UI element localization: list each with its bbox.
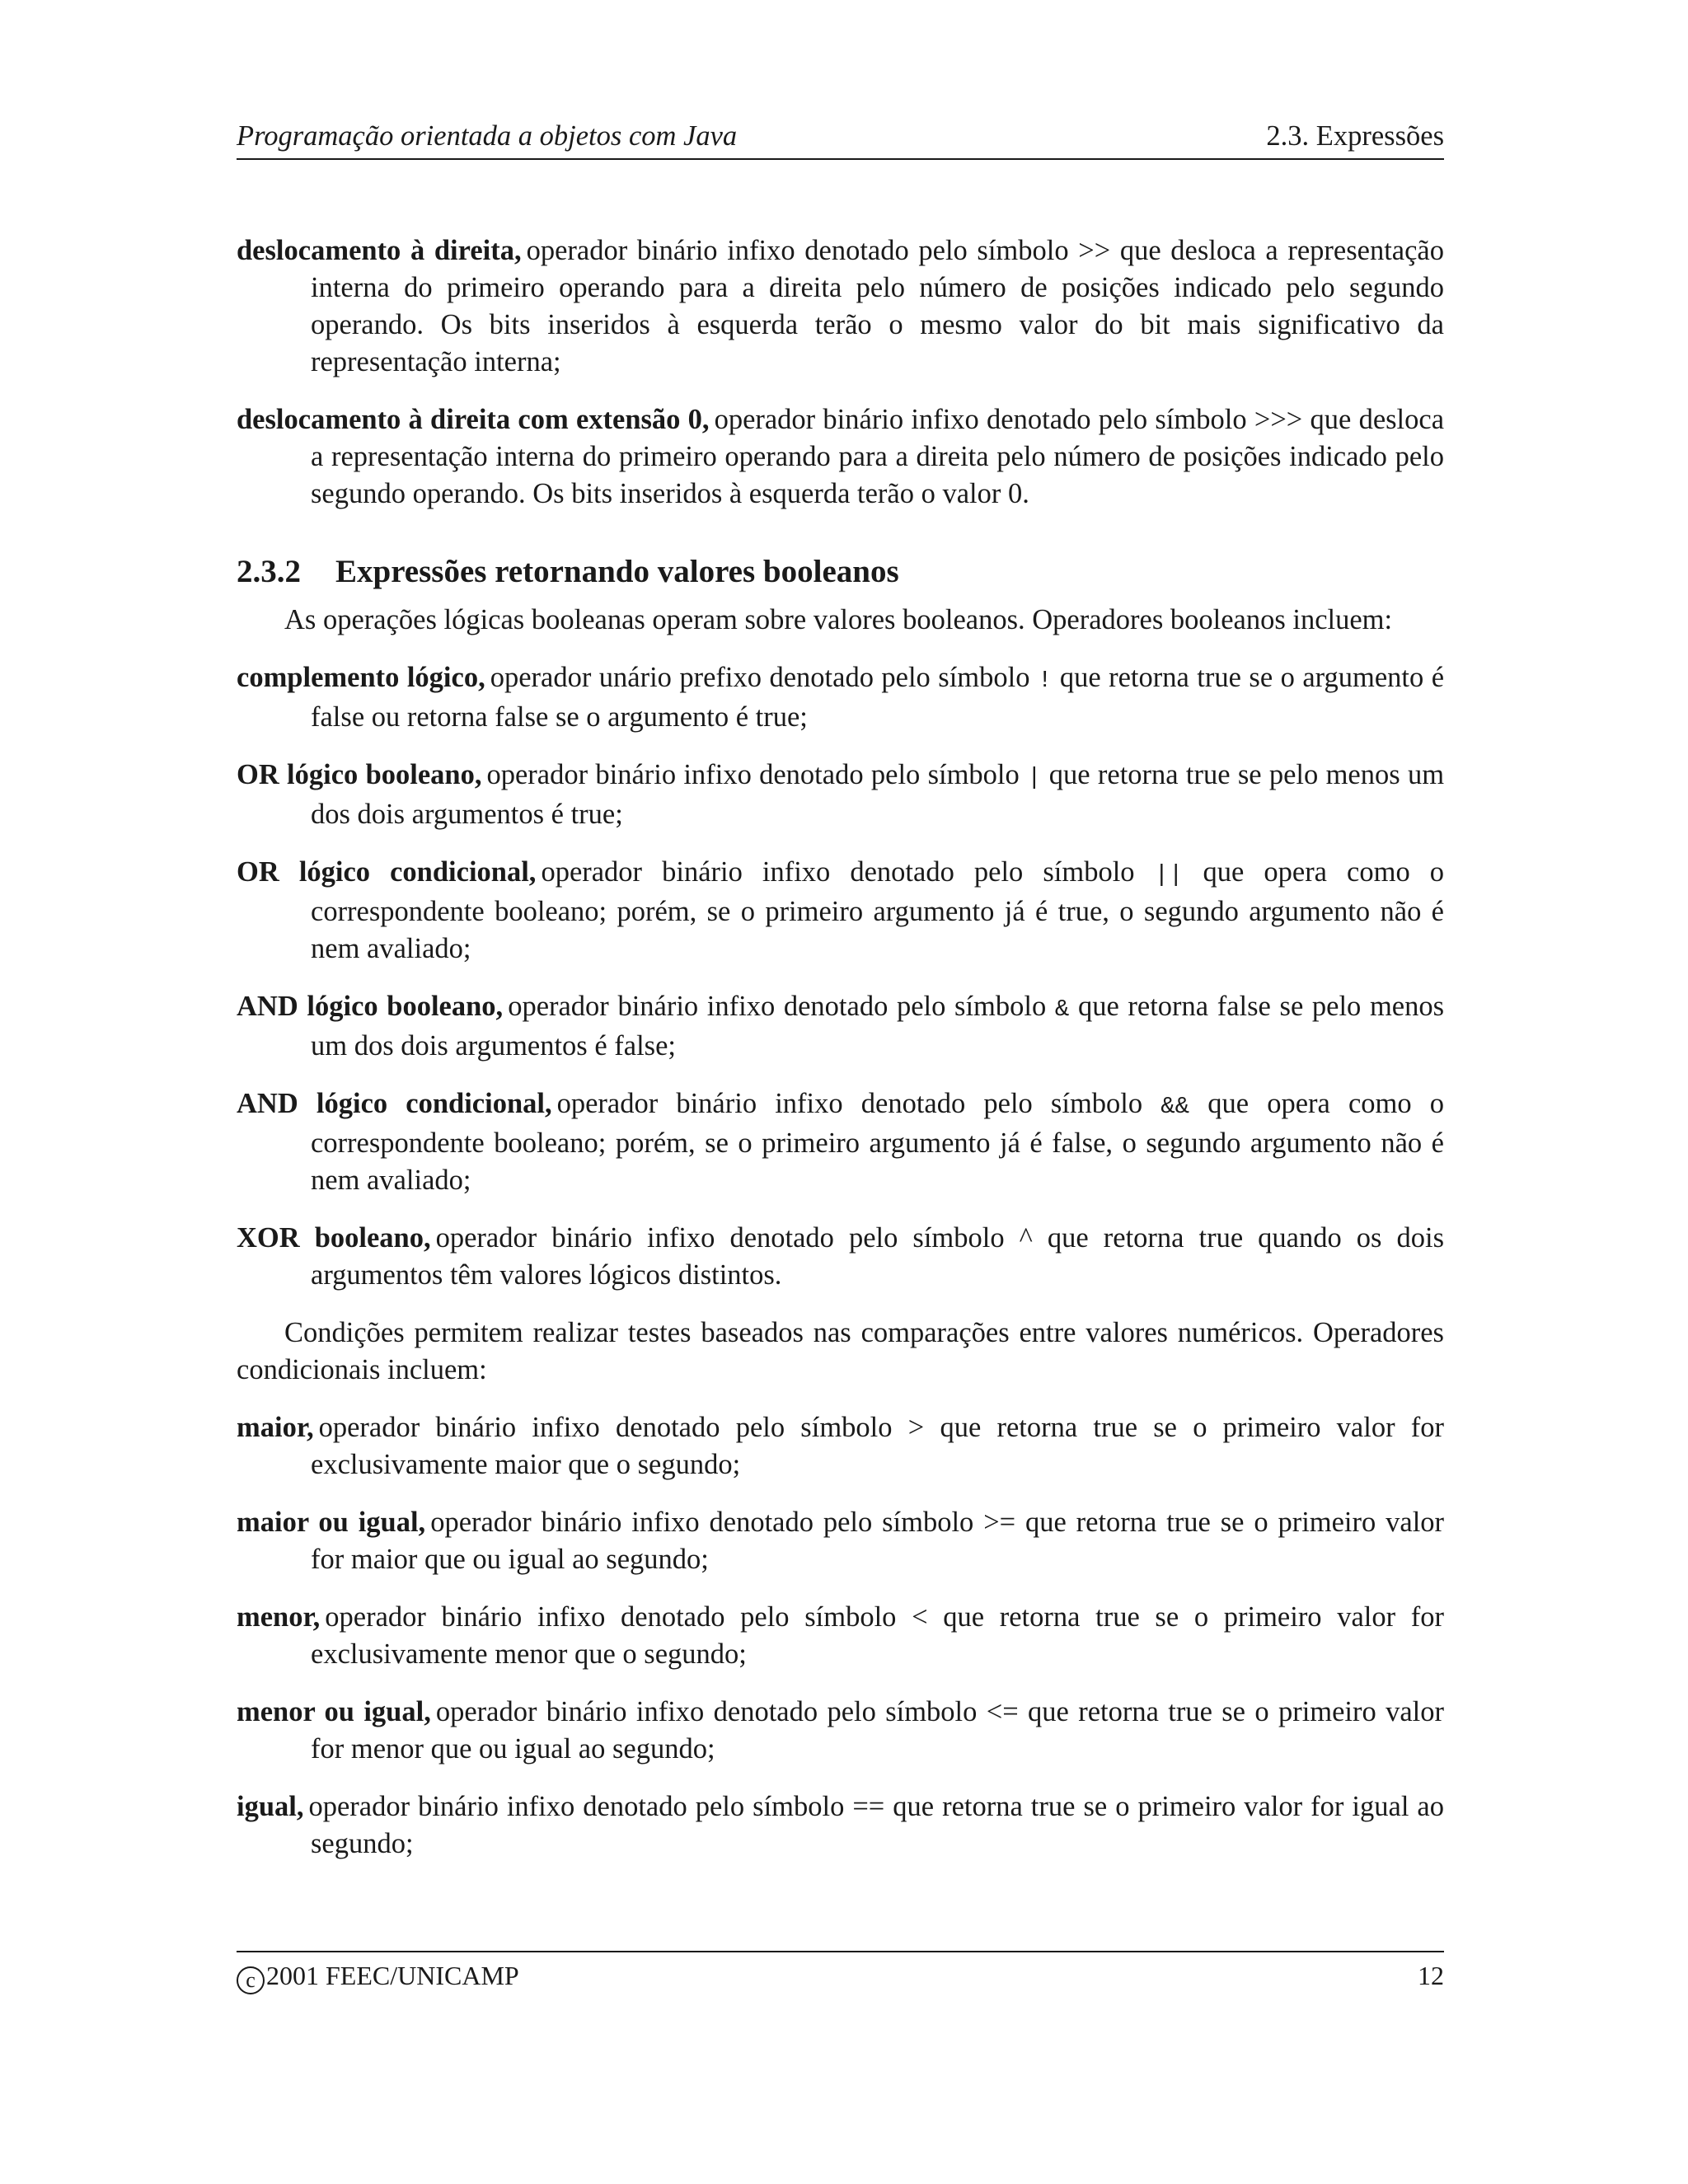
definition-text: operador binário infixo denotado pelo símbolo — [526, 235, 1069, 266]
definition-term: XOR booleano, — [237, 1222, 431, 1254]
definition-text: operador binário infixo denotado pelo símbolo — [508, 991, 1047, 1022]
definition-text: operador unário prefixo denotado pelo símbolo — [490, 662, 1030, 693]
definition-term: menor ou igual, — [237, 1696, 431, 1727]
operator-symbol: > — [907, 1412, 925, 1443]
operator-symbol: || — [1154, 861, 1184, 888]
definition-text: que retorna true quando os dois argumentos têm valores lógicos distintos. — [311, 1222, 1445, 1291]
definition-text: operador binário infixo denotado pelo símbolo — [556, 1088, 1143, 1119]
definition-entry — [237, 232, 1444, 381]
definition-text: operador binário infixo denotado pelo símbolo — [430, 1507, 974, 1538]
definition-term: AND lógico booleano, — [237, 991, 504, 1022]
definition-text: operador binário infixo denotado pelo símbolo — [435, 1222, 1005, 1254]
definition-text: que retorna true se o argumento é false ou retorna false se o argumento é true; — [311, 662, 1445, 733]
definition-text: operador binário infixo denotado pelo símbolo — [308, 1791, 845, 1822]
footer-copyright-text: 2001 FEEC/UNICAMP — [266, 1961, 519, 1990]
definition-entry — [237, 854, 1444, 968]
paragraph-boolean-intro: As operações lógicas booleanas operam sobre valores booleanos. Operadores booleanos incluem: — [284, 604, 1393, 635]
definition-text: operador binário infixo denotado pelo símbolo — [541, 856, 1135, 888]
entry-list-shift — [237, 232, 1444, 513]
header-book-title: Programação orientada a objetos com Java — [237, 120, 738, 152]
definition-term: OR lógico condicional, — [237, 856, 537, 888]
definition-term: deslocamento à direita, — [237, 235, 522, 266]
definition-term: AND lógico condicional, — [237, 1088, 552, 1119]
definition-term: OR lógico booleano, — [237, 759, 482, 790]
definition-text: operador binário infixo denotado pelo símbolo — [318, 1412, 893, 1443]
footer-copyright — [237, 1961, 519, 1994]
definition-text: que desloca a representação interna do primeiro operando para a direita pelo número de posições indicado pelo segundo operando. Os bits inseridos à esquerda terão o mesmo valor do bit mais significativo da representação interna; — [311, 235, 1444, 377]
operator-symbol: & — [1054, 996, 1070, 1023]
document-page — [237, 115, 1444, 1883]
section-heading — [237, 552, 1444, 592]
operator-symbol: | — [1027, 764, 1042, 791]
definition-entry — [237, 401, 1444, 513]
operator-symbol: < — [912, 1601, 928, 1633]
definition-term: maior ou igual, — [237, 1507, 426, 1538]
page-number: 12 — [1418, 1961, 1444, 1990]
operator-symbol: && — [1160, 1093, 1190, 1120]
operator-symbol: ^ — [1019, 1222, 1033, 1254]
section-number: 2.3.2 — [237, 554, 301, 589]
definition-entry — [237, 757, 1444, 833]
definition-entry — [237, 1220, 1444, 1294]
definition-term: maior, — [237, 1412, 314, 1443]
definition-text: que retorna true se o primeiro valor for menor que ou igual ao segundo; — [311, 1696, 1445, 1765]
definition-text: que retorna true se o primeiro valor for igual ao segundo; — [311, 1791, 1444, 1859]
running-header — [237, 115, 1444, 160]
entry-list-boolean — [237, 659, 1444, 1294]
definition-entry — [237, 1504, 1444, 1578]
definition-entry — [237, 659, 1444, 736]
definition-entry — [237, 1085, 1444, 1199]
definition-term: deslocamento à direita com extensão 0, — [237, 404, 710, 435]
page-footer — [237, 1951, 1444, 1994]
definition-entry — [237, 1599, 1444, 1673]
definition-text: que opera como o correspondente booleano; porém, se o primeiro argumento já é true, o segundo argumento não é nem avaliado; — [311, 856, 1445, 964]
definition-text: operador binário infixo denotado pelo símbolo — [325, 1601, 897, 1633]
operator-symbol: >> — [1078, 235, 1111, 266]
section-title: Expressões retornando valores booleanos — [335, 554, 899, 589]
definition-text: que opera como o correspondente booleano; porém, se o primeiro argumento já é false, o segundo argumento não é nem avaliado; — [311, 1088, 1445, 1196]
definition-text: que desloca a representação interna do primeiro operando para a direita pelo número de posições indicado pelo segundo operando. Os bits inseridos à esquerda terão o valor 0. — [311, 404, 1445, 509]
definition-entry — [237, 1694, 1444, 1768]
definition-text: operador binário infixo denotado pelo símbolo — [714, 404, 1247, 435]
entry-list-conditional — [237, 1409, 1444, 1863]
definition-text: operador binário infixo denotado pelo símbolo — [486, 759, 1020, 790]
operator-symbol: == — [852, 1791, 885, 1822]
definition-entry — [237, 1409, 1444, 1483]
definition-term: menor, — [237, 1601, 321, 1633]
page-body — [237, 232, 1444, 1863]
definition-text: que retorna true se pelo menos um dos dois argumentos é true; — [311, 759, 1445, 830]
definition-text: que retorna false se pelo menos um dos dois argumentos é false; — [311, 991, 1445, 1062]
operator-symbol: >= — [983, 1507, 1016, 1538]
copyright-icon: c — [237, 1966, 265, 1994]
definition-text: que retorna true se o primeiro valor for maior que ou igual ao segundo; — [311, 1507, 1445, 1575]
definition-term: igual, — [237, 1791, 304, 1822]
operator-symbol: <= — [986, 1696, 1019, 1727]
definition-entry — [237, 1788, 1444, 1863]
paragraph-conditional-intro: Condições permitem realizar testes baseados nas comparações entre valores numéricos. Operadores condicionais incluem: — [237, 1317, 1444, 1385]
header-section: 2.3. Expressões — [1266, 120, 1444, 152]
definition-text: operador binário infixo denotado pelo símbolo — [435, 1696, 978, 1727]
operator-symbol: >>> — [1254, 404, 1303, 435]
operator-symbol: ! — [1037, 667, 1053, 694]
definition-term: complemento lógico, — [237, 662, 485, 693]
definition-text: que retorna true se o primeiro valor for exclusivamente maior que o segundo; — [311, 1412, 1445, 1480]
definition-entry — [237, 988, 1444, 1065]
definition-text: que retorna true se o primeiro valor for exclusivamente menor que o segundo; — [311, 1601, 1445, 1670]
